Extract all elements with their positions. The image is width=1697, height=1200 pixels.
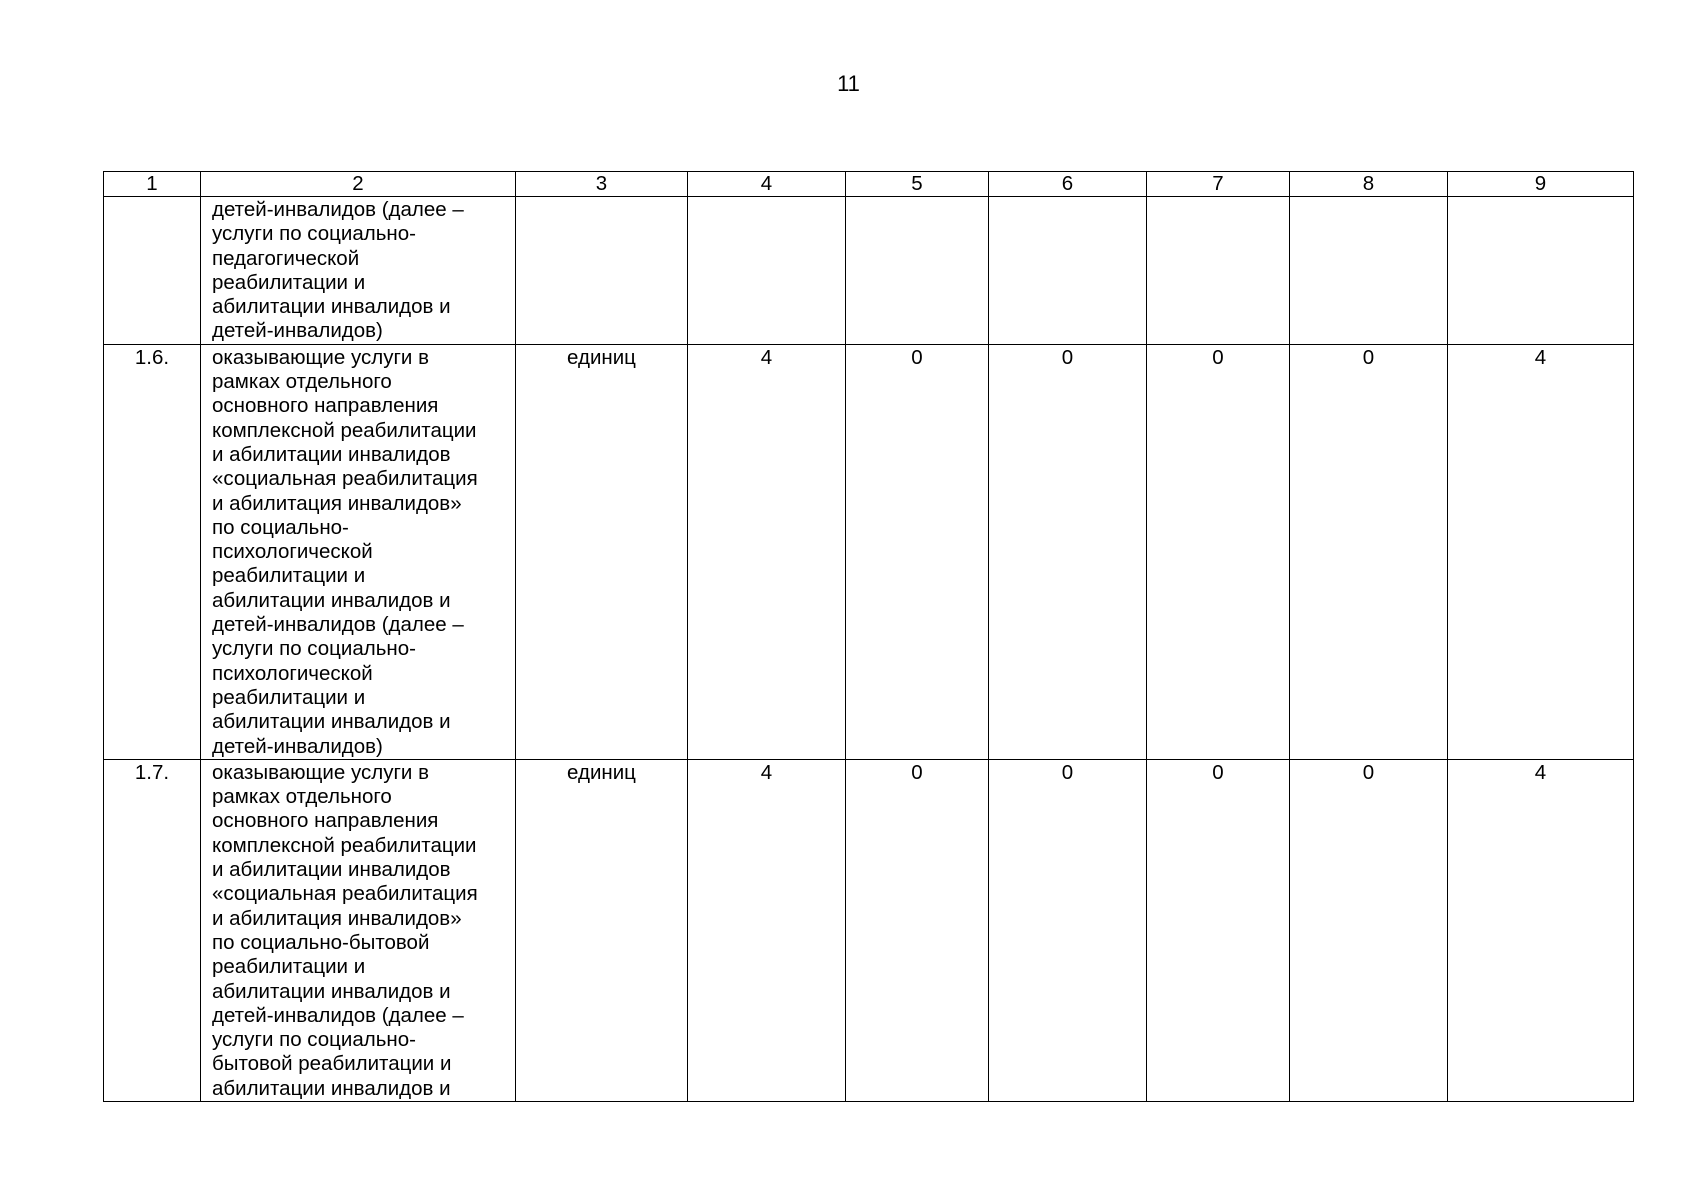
value-cell-col-6: 0 [989,759,1147,1101]
description-line: реабилитации и [212,685,366,709]
value-cell-col-5 [846,197,989,345]
column-number-6: 6 [989,172,1147,197]
value-cell-col-4: 4 [688,759,846,1101]
column-number-2: 2 [201,172,516,197]
column-number-7: 7 [1147,172,1290,197]
value-cell-col-6: 0 [989,344,1147,759]
description-line: и абилитация инвалидов» [212,491,462,515]
value-cell-col-4 [688,197,846,345]
value-cell-col-9 [1448,197,1634,345]
description-line: абилитации инвалидов и [212,710,451,734]
description-line: по социально- [212,515,349,539]
column-number-4: 4 [688,172,846,197]
description-line: психологической [212,661,373,685]
description-line: и абилитации инвалидов [212,442,451,466]
data-table [103,171,1634,1102]
value-cell-col-4: 4 [688,344,846,759]
description-line: детей-инвалидов) [212,319,383,343]
row-number-cell: 1.6. [104,344,201,759]
description-line: услуги по социально- [212,222,416,246]
column-number-8: 8 [1290,172,1448,197]
description-line: абилитации инвалидов и [212,588,451,612]
description-line: абилитации инвалидов и [212,979,451,1003]
description-cell [201,197,516,345]
description-line: рамках отдельного [212,370,392,394]
description-line: основного направления [212,809,439,833]
description-line: реабилитации и [212,270,366,294]
description-line: оказывающие услуги в [212,760,429,784]
value-cell-col-7 [1147,197,1290,345]
page-number: 11 [837,71,860,96]
column-number-9: 9 [1448,172,1634,197]
row-number-cell [104,197,201,345]
unit-cell: единиц [516,344,688,759]
description-line: абилитации инвалидов и [212,1076,451,1100]
row-number-cell: 1.7. [104,759,201,1101]
description-line: и абилитация инвалидов» [212,906,462,930]
value-cell-col-7: 0 [1147,759,1290,1101]
description-line: детей-инвалидов) [212,734,383,758]
description-line: педагогической [212,246,360,270]
description-line: и абилитации инвалидов [212,858,451,882]
value-cell-col-5: 0 [846,344,989,759]
description-line: «социальная реабилитация [212,467,478,491]
description-line: детей-инвалидов (далее – [212,1003,464,1027]
description-line: психологической [212,540,373,564]
description-line: детей-инвалидов (далее – [212,198,464,221]
value-cell-col-9: 4 [1448,344,1634,759]
description-line: услуги по социально- [212,1028,416,1052]
column-number-1: 1 [104,172,201,197]
unit-cell [516,197,688,345]
column-number-5: 5 [846,172,989,197]
table-row [104,344,1634,759]
value-cell-col-7: 0 [1147,344,1290,759]
description-line: рамках отдельного [212,785,392,809]
description-cell [201,759,516,1101]
value-cell-col-8: 0 [1290,344,1448,759]
value-cell-col-8 [1290,197,1448,345]
value-cell-col-5: 0 [846,759,989,1101]
value-cell-col-6 [989,197,1147,345]
column-number-row [104,172,1634,197]
description-line: реабилитации и [212,955,366,979]
description-line: основного направления [212,394,439,418]
description-line: услуги по социально- [212,637,416,661]
description-line: комплексной реабилитации [212,418,477,442]
unit-cell: единиц [516,759,688,1101]
description-line: «социальная реабилитация [212,882,478,906]
description-line: детей-инвалидов (далее – [212,613,464,637]
column-number-3: 3 [516,172,688,197]
description-line: бытовой реабилитации и [212,1052,452,1076]
description-line: оказывающие услуги в [212,345,429,369]
description-line: комплексной реабилитации [212,833,477,857]
description-line: по социально-бытовой [212,930,430,954]
description-line: реабилитации и [212,564,366,588]
table-row [104,759,1634,1101]
table-row [104,197,1634,345]
value-cell-col-9: 4 [1448,759,1634,1101]
description-cell [201,344,516,759]
description-line: абилитации инвалидов и [212,295,451,319]
value-cell-col-8: 0 [1290,759,1448,1101]
